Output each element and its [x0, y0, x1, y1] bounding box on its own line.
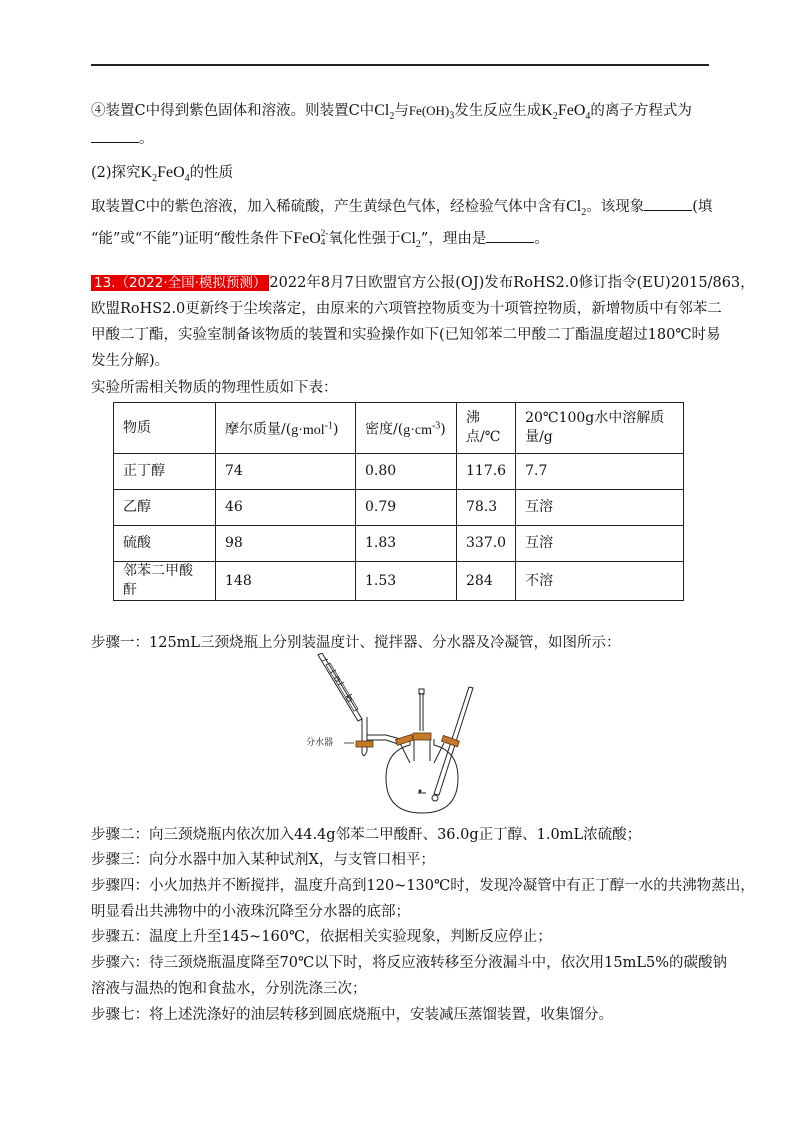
table-cell: 78.3: [457, 490, 516, 526]
table-intro: 实验所需相关物质的物理性质如下表：: [91, 380, 338, 396]
table-cell: 148: [216, 562, 356, 601]
stopper: [413, 733, 431, 740]
table-cell: 乙醇: [114, 490, 216, 526]
item4-text-c: 的离子方程式为: [590, 103, 692, 119]
q13-line1: [91, 273, 755, 293]
part2-label: (2)探究: [91, 165, 141, 181]
table-cell: 正丁醇: [114, 454, 216, 490]
table-cell: 不溶: [516, 562, 684, 601]
item4-text-b: 发生反应生成: [454, 103, 542, 119]
step7: 步骤七：将上述洗涤好的油层转移到圆底烧瓶中，安装减压蒸馏装置，收集馏分。: [91, 1007, 613, 1023]
answer-blank[interactable]: [486, 229, 534, 243]
apparatus-diagram: [300, 653, 500, 821]
table-row: [114, 454, 684, 490]
para-text-a: 取装置C中的紫色溶液，加入稀硫酸，产生黄绿色气体，经检验气体中含有: [91, 199, 567, 215]
item4-line: [91, 101, 692, 127]
item4-text: ④装置C中得到紫色固体和溶液。则装置C中: [91, 103, 375, 119]
answer-blank[interactable]: [91, 129, 139, 143]
para2-text-a: “能”或“不能”)证明“酸性条件下: [91, 231, 294, 247]
table-row: [114, 562, 684, 601]
table-cell: 98: [216, 526, 356, 562]
para-text-c: (填: [692, 199, 713, 215]
step1: 步骤一：125mL三颈烧瓶上分别装温度计、搅拌器、分水器及冷凝管，如图所示：: [91, 635, 621, 651]
part2-para-line2: [91, 229, 549, 255]
stopper: [356, 741, 373, 747]
table-cell: 7.7: [516, 454, 684, 490]
para2-text-c: ”，理由是: [420, 231, 487, 247]
table-cell: 0.80: [356, 454, 457, 490]
properties-table: [113, 402, 684, 601]
para2-end: 。: [534, 231, 549, 247]
part2-para-line1: [91, 197, 712, 223]
table-row: [114, 490, 684, 526]
table-cell: 117.6: [457, 454, 516, 490]
q13-line2: 欧盟RoHS2.0更新终于尘埃落定，由原来的六项管控物质变为十项管控物质，新增物质中有邻苯二: [91, 301, 722, 317]
table-cell: 1.53: [356, 562, 457, 601]
k2feo4-formula: $K_2FeO_4$: [541, 102, 591, 123]
k2feo4-formula: $K_2FeO_4$: [140, 164, 190, 185]
cl2-formula: $Cl_2$: [374, 102, 395, 123]
answer-blank[interactable]: [644, 197, 692, 211]
stopper: [395, 734, 413, 745]
table-cell: 284: [457, 562, 516, 601]
table-header-row: [114, 403, 684, 454]
step2: 步骤二：向三颈烧瓶内依次加入44.4g邻苯二甲酸酐、36.0g正丁醇、1.0mL浓硫酸；: [91, 827, 642, 843]
end-mark: 。: [139, 131, 154, 147]
item4-answer-line: [91, 129, 154, 149]
separator-label: 分水器: [306, 738, 334, 748]
q13-line4: 发生分解)。: [91, 353, 170, 369]
table-cell: 337.0: [457, 526, 516, 562]
item4-with: 与: [394, 103, 409, 119]
cl2-formula: $Cl_2$: [566, 198, 587, 219]
step6-cont: 溶液与温热的饱和食盐水，分别洗涤三次；: [91, 981, 367, 997]
cl2-formula: $Cl_2$: [400, 230, 421, 251]
header-boiling-point: 沸 点/℃: [457, 403, 516, 454]
step3: 步骤三：向分水器中加入某种试剂X，与支管口相平；: [91, 852, 435, 868]
step6: 步骤六：待三颈烧瓶温度降至70℃以下时，将反应液转移至分液漏斗中，依次用15mL5%的碳酸钠: [91, 955, 727, 971]
header-solubility: 20℃100g水中溶解质量/g: [516, 403, 684, 454]
table-cell: 互溶: [516, 526, 684, 562]
para2-text-b: 氧化性强于: [328, 231, 401, 247]
header-molar-mass: 摩尔质量/(g·mol$^{-1}$): [216, 403, 356, 454]
part2-heading: [91, 163, 233, 189]
step4-cont: 明显看出共沸物中的小液珠沉降至分水器的底部；: [91, 904, 410, 920]
top-rule: [91, 64, 709, 66]
source-tag[interactable]: 13.（2022·全国·模拟预测）: [91, 275, 269, 291]
feoh3-formula: $Fe(OH)_3$: [408, 103, 455, 122]
step5: 步骤五：温度上升至145~160℃，依据相关实验现象，判断反应停止；: [91, 929, 552, 945]
table-cell: 互溶: [516, 490, 684, 526]
step4: 步骤四：小火加热并不断搅拌，温度升高到120~130℃时，发现冷凝管中有正丁醇一水的共沸物蒸出，: [91, 878, 755, 894]
para-text-b: 。该现象: [586, 199, 645, 215]
table-cell: 邻苯二甲酸酐: [114, 562, 216, 601]
q13-text: 2022年8月7日欧盟官方公报(OJ)发布RoHS2.0修订指令(EU)2015/863，: [269, 275, 755, 291]
header-density: 密度$/(g\cdot cm^{-3})$: [356, 403, 457, 454]
table-cell: 46: [216, 490, 356, 526]
table-cell: 74: [216, 454, 356, 490]
table-cell: 1.83: [356, 526, 457, 562]
part2-end: 的性质: [189, 165, 234, 181]
feo4-ion: FeO2- 4: [293, 228, 329, 247]
table-row: [114, 526, 684, 562]
table-cell: 0.79: [356, 490, 457, 526]
table-cell: 硫酸: [114, 526, 216, 562]
header-substance: 物质: [114, 403, 216, 454]
q13-line3: 甲酸二丁酯，实验室制备该物质的装置和实验操作如下(已知邻苯二甲酸二丁酯温度超过180℃时易: [91, 327, 721, 343]
